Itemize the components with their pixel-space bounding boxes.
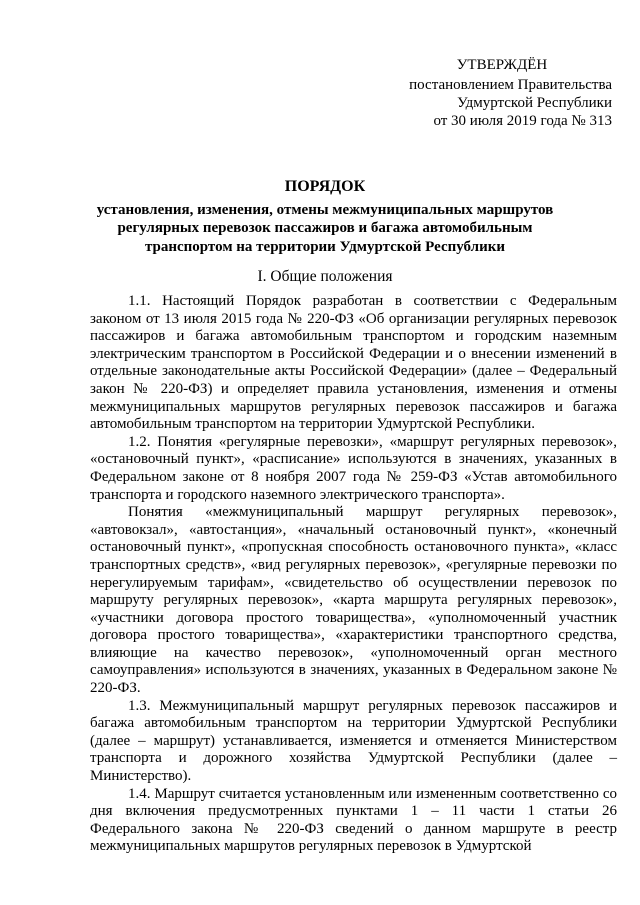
section-heading: I. Общие положения: [257, 268, 393, 285]
title-line-2: регулярных перевозок пассажиров и багажа автомобильным: [117, 220, 533, 236]
paragraph-1-2: 1.2. Понятия «регулярные перевозки», «маршрут регулярных перевозок», «остановочный пункт», «расписание» используются в значениях, указанных в Федеральном законе от 8 ноября 2007 года № 259-ФЗ «Устав автомобильного транспорта и городского наземного электрического транспорта».: [90, 433, 617, 503]
title-line-3: транспортом на территории Удмуртской Республики: [144, 238, 506, 255]
approval-line-1: постановлением Правительства: [409, 77, 612, 93]
document-body: [90, 293, 617, 856]
approval-block: [352, 56, 612, 130]
approval-heading: УТВЕРЖДЁН: [456, 57, 548, 73]
paragraph-1-4: 1.4. Маршрут считается установленным или измененным соответственно со дня включения предусмотренных пунктами 1 – 11 части 1 статьи 26 Федерального закона № 220-ФЗ сведений о данном маршруте в реестр межмуниципальных маршрутов регулярных перевозок в Удмуртской: [90, 785, 617, 855]
title-line-1: установления, изменения, отмены межмуниципальных маршрутов: [96, 201, 554, 218]
approval-line-3: от 30 июля 2019 года № 313: [433, 113, 612, 129]
paragraph-1-1: 1.1. Настоящий Порядок разработан в соответствии с Федеральным законом от 13 июля 2015 года № 220-ФЗ «Об организации регулярных перевозок пассажиров и багажа автомобильным транспортом и городским наземным электрическим транспортом в Российской Федерации и о внесении изменений в отдельные законодательные акты Российской Федерации» (далее – Федеральный закон № 220-ФЗ) и определяет правила установления, изменения и отмены межмуниципальных маршрутов регулярных перевозок пассажиров и багажа автомобильным транспортом на территории Удмуртской Республики.: [90, 293, 617, 433]
paragraph-concepts: Понятия «межмуниципальный маршрут регулярных перевозок», «автовокзал», «автостанция», «начальный остановочный пункт», «конечный остановочный пункт», «пропускная способность остановочного пункта», «класс транспортных средств», «вид регулярных перевозок», «регулярные перевозки по нерегулируемым тарифам», «свидетельство об осуществлении перевозок по маршруту регулярных перевозок», «карта маршрута регулярных перевозок», «участники договора простого товарищества», «уполномоченный участник договора простого товарищества», «характеристики транспортного средства, влияющие на качество перевозок», «уполномоченный орган местного самоуправления» используются в значениях, указанных в Федеральном законе № 220-ФЗ.: [90, 504, 617, 697]
document-title: [90, 178, 560, 256]
paragraph-1-3: 1.3. Межмуниципальный маршрут регулярных перевозок пассажиров и багажа автомобильным транспортом на территории Удмуртской Республики (далее – маршрут) устанавливается, изменяется и отменяется Министерством транспорта и дорожного хозяйства Удмуртской Республики (далее – Министерство).: [90, 697, 617, 785]
approval-line-2: Удмуртской Республики: [457, 95, 612, 111]
title-main: ПОРЯДОК: [284, 178, 366, 195]
